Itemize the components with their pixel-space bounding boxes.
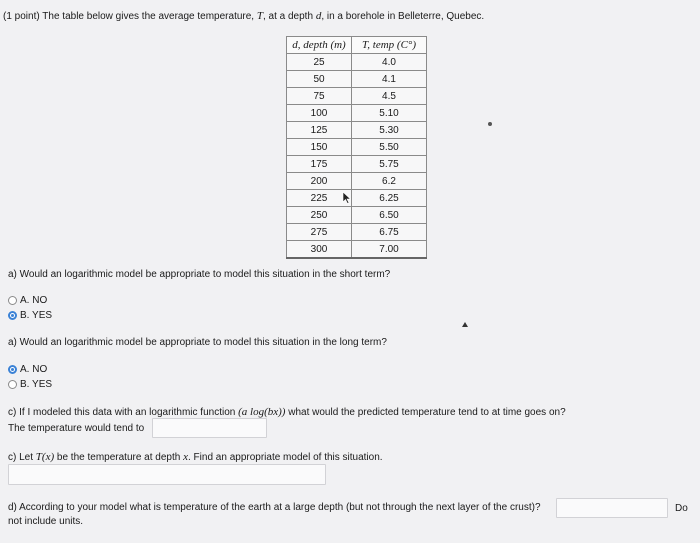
- intro-text: [3, 10, 484, 22]
- intro-mid: , at a depth: [262, 11, 316, 22]
- depth-cell: 225: [287, 190, 352, 207]
- question-long-term: a) Would an logarithmic model be appropriate to model this situation in the long term?: [8, 337, 387, 348]
- answer-c-input[interactable]: [152, 418, 267, 438]
- temp-cell: 4.0: [352, 54, 427, 71]
- table-row: [287, 241, 427, 259]
- depth-cell: 275: [287, 224, 352, 241]
- radio-long-yes[interactable]: [8, 378, 52, 391]
- question-short-term: a) Would an logarithmic model be appropriate to model this situation in the short term?: [8, 269, 391, 280]
- intro-prefix: (1 point) The table below gives the average temperature,: [3, 11, 257, 22]
- temp-cell: 5.50: [352, 139, 427, 156]
- temp-cell: 5.30: [352, 122, 427, 139]
- depth-temperature-table: [286, 36, 427, 259]
- table-row: [287, 105, 427, 122]
- table-row: [287, 122, 427, 139]
- table-row: [287, 224, 427, 241]
- temp-cell: 4.1: [352, 71, 427, 88]
- question-d-line1: d) According to your model what is temperature of the earth at a large depth (but not through the next layer of the crust)?: [8, 502, 541, 513]
- answer-c-label: The temperature would tend to: [8, 423, 145, 434]
- arrow-mark-icon: [462, 322, 468, 327]
- table-row: [287, 173, 427, 190]
- intro-suffix: , in a borehole in Belleterre, Quebec.: [321, 11, 485, 22]
- intro-var-t: T: [256, 10, 263, 22]
- depth-cell: 250: [287, 207, 352, 224]
- temp-cell: 5.75: [352, 156, 427, 173]
- depth-cell: 100: [287, 105, 352, 122]
- temp-cell: 6.25: [352, 190, 427, 207]
- temp-cell: 6.75: [352, 224, 427, 241]
- temp-cell: 6.2: [352, 173, 427, 190]
- question-c-prefix: c) If I modeled this data with an logarithmic function: [8, 407, 239, 418]
- radio-label: A. NO: [20, 295, 48, 306]
- depth-cell: 200: [287, 173, 352, 190]
- radio-circle[interactable]: [8, 296, 17, 305]
- depth-cell: 150: [287, 139, 352, 156]
- table-header-depth: d, depth (m): [287, 37, 352, 54]
- table-row: [287, 139, 427, 156]
- temp-cell: 7.00: [352, 241, 427, 259]
- radio-circle-selected[interactable]: [8, 365, 17, 374]
- temp-cell: 4.5: [352, 88, 427, 105]
- radio-label: B. YES: [20, 310, 53, 321]
- table-row: [287, 71, 427, 88]
- radio-long-no[interactable]: [8, 363, 47, 376]
- question-c2-text: [8, 451, 383, 463]
- depth-cell: 75: [287, 88, 352, 105]
- temp-cell: 5.10: [352, 105, 427, 122]
- depth-cell: 125: [287, 122, 352, 139]
- question-c-text: [8, 406, 566, 418]
- question-c2-mid: be the temperature at depth: [54, 452, 184, 463]
- model-input[interactable]: [8, 464, 326, 485]
- table-header-temp: T, temp (C°): [352, 37, 427, 54]
- depth-cell: 25: [287, 54, 352, 71]
- question-c2-func: T(x): [35, 451, 55, 463]
- question-c2-suffix: . Find an appropriate model of this situation.: [188, 452, 383, 463]
- radio-label: A. NO: [20, 364, 48, 375]
- question-d-line2: not include units.: [8, 516, 84, 527]
- radio-short-yes[interactable]: [8, 309, 52, 322]
- radio-label: B. YES: [20, 379, 53, 390]
- depth-cell: 50: [287, 71, 352, 88]
- intro-var-d: d: [315, 10, 322, 22]
- radio-short-no[interactable]: [8, 294, 47, 307]
- question-c2-prefix: c) Let: [8, 452, 36, 463]
- table-row: [287, 190, 427, 207]
- table-header-row: [287, 37, 427, 54]
- table-row: [287, 207, 427, 224]
- mouse-pointer-icon: [342, 192, 351, 204]
- table-row: [287, 54, 427, 71]
- question-c-suffix: what would the predicted temperature tend to at time goes on?: [285, 407, 566, 418]
- depth-cell: 175: [287, 156, 352, 173]
- temp-cell: 6.50: [352, 207, 427, 224]
- radio-circle-selected[interactable]: [8, 311, 17, 320]
- table-row: [287, 88, 427, 105]
- radio-circle[interactable]: [8, 380, 17, 389]
- answer-d-input[interactable]: [556, 498, 668, 518]
- question-c-formula: (a log(bx)): [238, 406, 286, 418]
- table-row: [287, 156, 427, 173]
- question-d-side-text: Do: [675, 503, 688, 514]
- stray-dot: [488, 122, 492, 126]
- depth-cell: 300: [287, 241, 352, 259]
- question-c2-var: x: [183, 451, 188, 463]
